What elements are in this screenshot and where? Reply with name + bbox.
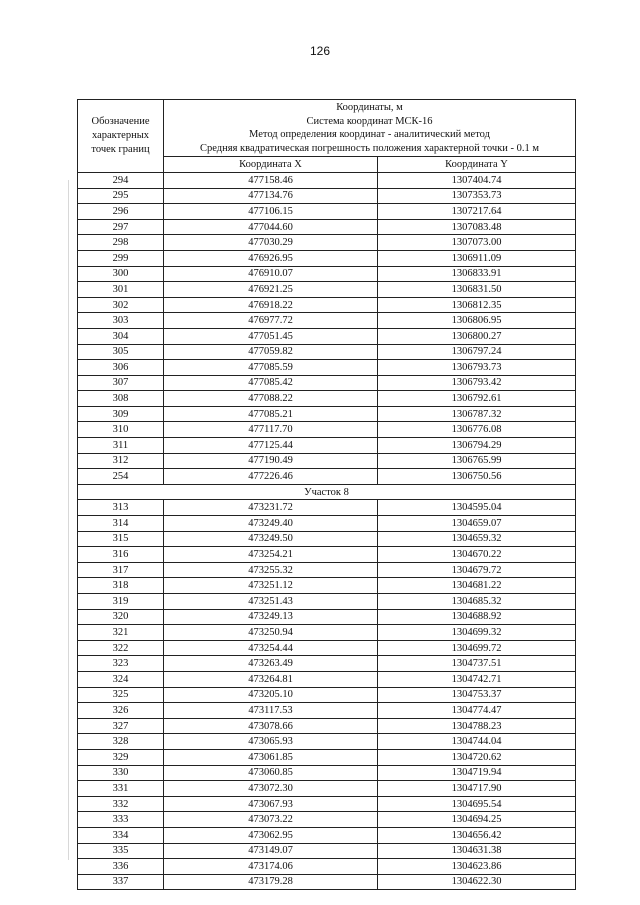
coord-x-cell: 473254.44 <box>164 640 378 656</box>
coord-y-cell: 1307083.48 <box>378 219 576 235</box>
coord-x-cell: 473073.22 <box>164 812 378 828</box>
coord-y-cell: 1304720.62 <box>378 749 576 765</box>
column-header-x: Координата X <box>164 157 378 173</box>
coord-y-cell: 1306797.24 <box>378 344 576 360</box>
coord-y-cell: 1304623.86 <box>378 859 576 875</box>
table-row <box>78 734 576 750</box>
coord-y-cell: 1306787.32 <box>378 406 576 422</box>
coord-y-cell: 1304719.94 <box>378 765 576 781</box>
coord-y-cell: 1306812.35 <box>378 297 576 313</box>
point-id-cell: 301 <box>78 282 164 298</box>
point-id-cell: 336 <box>78 859 164 875</box>
coord-x-cell: 477125.44 <box>164 438 378 454</box>
table-row <box>78 453 576 469</box>
point-id-cell: 298 <box>78 235 164 251</box>
header-right-line: Средняя квадратическая погрешность положения характерной точки - 0.1 м <box>200 142 539 154</box>
table-row <box>78 469 576 485</box>
coord-y-cell: 1304622.30 <box>378 874 576 890</box>
coord-y-cell: 1306750.56 <box>378 469 576 485</box>
coord-x-cell: 477051.45 <box>164 328 378 344</box>
point-id-cell: 330 <box>78 765 164 781</box>
scan-margin-line <box>68 180 69 860</box>
point-id-cell: 254 <box>78 469 164 485</box>
coord-y-cell: 1304737.51 <box>378 656 576 672</box>
table-row <box>78 282 576 298</box>
table-row <box>78 703 576 719</box>
point-id-cell: 310 <box>78 422 164 438</box>
column-header-y: Координата Y <box>378 157 576 173</box>
coord-y-cell: 1306833.91 <box>378 266 576 282</box>
table-row <box>78 859 576 875</box>
point-id-cell: 300 <box>78 266 164 282</box>
page-number: 126 <box>309 44 331 58</box>
point-id-cell: 305 <box>78 344 164 360</box>
header-right-line: Система координат МСК-16 <box>306 115 433 127</box>
point-id-cell: 303 <box>78 313 164 329</box>
point-id-cell: 328 <box>78 734 164 750</box>
coord-y-cell: 1307404.74 <box>378 172 576 188</box>
coord-y-cell: 1304744.04 <box>378 734 576 750</box>
coord-y-cell: 1306765.99 <box>378 453 576 469</box>
coord-x-cell: 473263.49 <box>164 656 378 672</box>
point-id-cell: 334 <box>78 827 164 843</box>
coordinates-table <box>77 99 576 890</box>
coord-y-cell: 1306806.95 <box>378 313 576 329</box>
table-row <box>78 438 576 454</box>
point-id-cell: 311 <box>78 438 164 454</box>
section-title: Участок 8 <box>78 484 576 500</box>
table-row <box>78 188 576 204</box>
table-row <box>78 313 576 329</box>
coord-y-cell: 1304688.92 <box>378 609 576 625</box>
point-id-cell: 332 <box>78 796 164 812</box>
coord-x-cell: 473249.13 <box>164 609 378 625</box>
table-row <box>78 874 576 890</box>
coord-x-cell: 473250.94 <box>164 625 378 641</box>
coord-y-cell: 1304595.04 <box>378 500 576 516</box>
coord-x-cell: 473065.93 <box>164 734 378 750</box>
coord-x-cell: 473231.72 <box>164 500 378 516</box>
coord-y-cell: 1304774.47 <box>378 703 576 719</box>
table-row <box>78 625 576 641</box>
coord-y-cell: 1304717.90 <box>378 781 576 797</box>
coord-x-cell: 476910.07 <box>164 266 378 282</box>
coord-y-cell: 1306793.42 <box>378 375 576 391</box>
coord-y-cell: 1304659.07 <box>378 516 576 532</box>
coord-y-cell: 1304699.32 <box>378 625 576 641</box>
coord-y-cell: 1304695.54 <box>378 796 576 812</box>
coord-y-cell: 1304681.22 <box>378 578 576 594</box>
point-id-cell: 320 <box>78 609 164 625</box>
coord-x-cell: 477190.49 <box>164 453 378 469</box>
coord-x-cell: 477085.59 <box>164 360 378 376</box>
point-id-cell: 313 <box>78 500 164 516</box>
coord-y-cell: 1304659.32 <box>378 531 576 547</box>
point-id-cell: 306 <box>78 360 164 376</box>
coord-x-cell: 473067.93 <box>164 796 378 812</box>
table-row <box>78 172 576 188</box>
coord-x-cell: 476926.95 <box>164 250 378 266</box>
coord-y-cell: 1304631.38 <box>378 843 576 859</box>
point-id-cell: 322 <box>78 640 164 656</box>
coord-x-cell: 473117.53 <box>164 703 378 719</box>
point-id-cell: 312 <box>78 453 164 469</box>
coord-y-cell: 1304670.22 <box>378 547 576 563</box>
coord-x-cell: 473072.30 <box>164 781 378 797</box>
point-id-cell: 296 <box>78 204 164 220</box>
table-row <box>78 344 576 360</box>
coord-y-cell: 1304656.42 <box>378 827 576 843</box>
point-id-cell: 315 <box>78 531 164 547</box>
coord-y-cell: 1306800.27 <box>378 328 576 344</box>
coord-x-cell: 473061.85 <box>164 749 378 765</box>
header-row <box>78 100 576 157</box>
table-row <box>78 656 576 672</box>
point-id-cell: 323 <box>78 656 164 672</box>
table-row <box>78 235 576 251</box>
coord-x-cell: 477158.46 <box>164 172 378 188</box>
header-left-line: точек границ <box>91 143 150 155</box>
header-left-line: Обозначение <box>91 115 150 127</box>
coord-y-cell: 1304788.23 <box>378 718 576 734</box>
coord-y-cell: 1307073.00 <box>378 235 576 251</box>
point-id-cell: 299 <box>78 250 164 266</box>
table-row <box>78 531 576 547</box>
coord-y-cell: 1306776.08 <box>378 422 576 438</box>
table-row <box>78 594 576 610</box>
coord-x-cell: 473255.32 <box>164 562 378 578</box>
point-id-cell: 309 <box>78 406 164 422</box>
point-id-cell: 302 <box>78 297 164 313</box>
table-row <box>78 843 576 859</box>
table-row <box>78 718 576 734</box>
coord-y-cell: 1306792.61 <box>378 391 576 407</box>
point-id-cell: 304 <box>78 328 164 344</box>
point-id-cell: 325 <box>78 687 164 703</box>
table-row <box>78 297 576 313</box>
table-row <box>78 328 576 344</box>
coord-y-cell: 1306911.09 <box>378 250 576 266</box>
table-row <box>78 578 576 594</box>
point-id-cell: 297 <box>78 219 164 235</box>
table-row <box>78 687 576 703</box>
header-point-designation <box>78 100 164 173</box>
point-id-cell: 326 <box>78 703 164 719</box>
coord-y-cell: 1304694.25 <box>378 812 576 828</box>
point-id-cell: 331 <box>78 781 164 797</box>
coord-x-cell: 477059.82 <box>164 344 378 360</box>
table-row <box>78 406 576 422</box>
coord-x-cell: 473205.10 <box>164 687 378 703</box>
coord-x-cell: 476977.72 <box>164 313 378 329</box>
point-id-cell: 335 <box>78 843 164 859</box>
coord-x-cell: 477226.46 <box>164 469 378 485</box>
table-row <box>78 391 576 407</box>
coord-y-cell: 1304679.72 <box>378 562 576 578</box>
coord-x-cell: 473078.66 <box>164 718 378 734</box>
table-row <box>78 765 576 781</box>
header-left-line: характерных <box>91 129 150 141</box>
point-id-cell: 294 <box>78 172 164 188</box>
header-coordinates-info <box>164 100 576 157</box>
table-row <box>78 609 576 625</box>
coord-x-cell: 473249.40 <box>164 516 378 532</box>
header-right-line: Координаты, м <box>336 102 403 113</box>
table-row <box>78 827 576 843</box>
coord-y-cell: 1304685.32 <box>378 594 576 610</box>
point-id-cell: 295 <box>78 188 164 204</box>
coord-x-cell: 473264.81 <box>164 671 378 687</box>
table-row <box>78 671 576 687</box>
coord-y-cell: 1306794.29 <box>378 438 576 454</box>
table-row <box>78 500 576 516</box>
coord-x-cell: 477044.60 <box>164 219 378 235</box>
table-row <box>78 250 576 266</box>
coord-x-cell: 473251.12 <box>164 578 378 594</box>
point-id-cell: 324 <box>78 671 164 687</box>
coord-x-cell: 473060.85 <box>164 765 378 781</box>
coord-y-cell: 1307353.73 <box>378 188 576 204</box>
point-id-cell: 314 <box>78 516 164 532</box>
table-row <box>78 796 576 812</box>
point-id-cell: 318 <box>78 578 164 594</box>
coord-x-cell: 473249.50 <box>164 531 378 547</box>
table-row <box>78 266 576 282</box>
table-row <box>78 640 576 656</box>
table-row <box>78 749 576 765</box>
header-right-line: Метод определения координат - аналитический метод <box>249 129 490 141</box>
coord-x-cell: 473174.06 <box>164 859 378 875</box>
coord-y-cell: 1304699.72 <box>378 640 576 656</box>
coord-x-cell: 477030.29 <box>164 235 378 251</box>
point-id-cell: 327 <box>78 718 164 734</box>
coord-y-cell: 1304753.37 <box>378 687 576 703</box>
coord-x-cell: 477106.15 <box>164 204 378 220</box>
coord-x-cell: 477088.22 <box>164 391 378 407</box>
coord-x-cell: 473149.07 <box>164 843 378 859</box>
point-id-cell: 333 <box>78 812 164 828</box>
table-row <box>78 812 576 828</box>
coord-y-cell: 1306793.73 <box>378 360 576 376</box>
coord-x-cell: 477085.42 <box>164 375 378 391</box>
point-id-cell: 321 <box>78 625 164 641</box>
table-row <box>78 562 576 578</box>
coord-x-cell: 476918.22 <box>164 297 378 313</box>
point-id-cell: 329 <box>78 749 164 765</box>
coord-x-cell: 473251.43 <box>164 594 378 610</box>
coord-x-cell: 477117.70 <box>164 422 378 438</box>
coord-y-cell: 1307217.64 <box>378 204 576 220</box>
point-id-cell: 337 <box>78 874 164 890</box>
table-row <box>78 360 576 376</box>
table-row <box>78 781 576 797</box>
coord-x-cell: 476921.25 <box>164 282 378 298</box>
table-row <box>78 204 576 220</box>
point-id-cell: 307 <box>78 375 164 391</box>
coord-y-cell: 1304742.71 <box>378 671 576 687</box>
table-row <box>78 375 576 391</box>
point-id-cell: 317 <box>78 562 164 578</box>
point-id-cell: 316 <box>78 547 164 563</box>
point-id-cell: 319 <box>78 594 164 610</box>
table-row <box>78 547 576 563</box>
coord-x-cell: 473179.28 <box>164 874 378 890</box>
table-row <box>78 516 576 532</box>
coord-x-cell: 477134.76 <box>164 188 378 204</box>
coord-x-cell: 477085.21 <box>164 406 378 422</box>
table-row <box>78 422 576 438</box>
section-row <box>78 484 576 500</box>
table-row <box>78 219 576 235</box>
coord-y-cell: 1306831.50 <box>378 282 576 298</box>
coord-x-cell: 473062.95 <box>164 827 378 843</box>
point-id-cell: 308 <box>78 391 164 407</box>
coord-x-cell: 473254.21 <box>164 547 378 563</box>
